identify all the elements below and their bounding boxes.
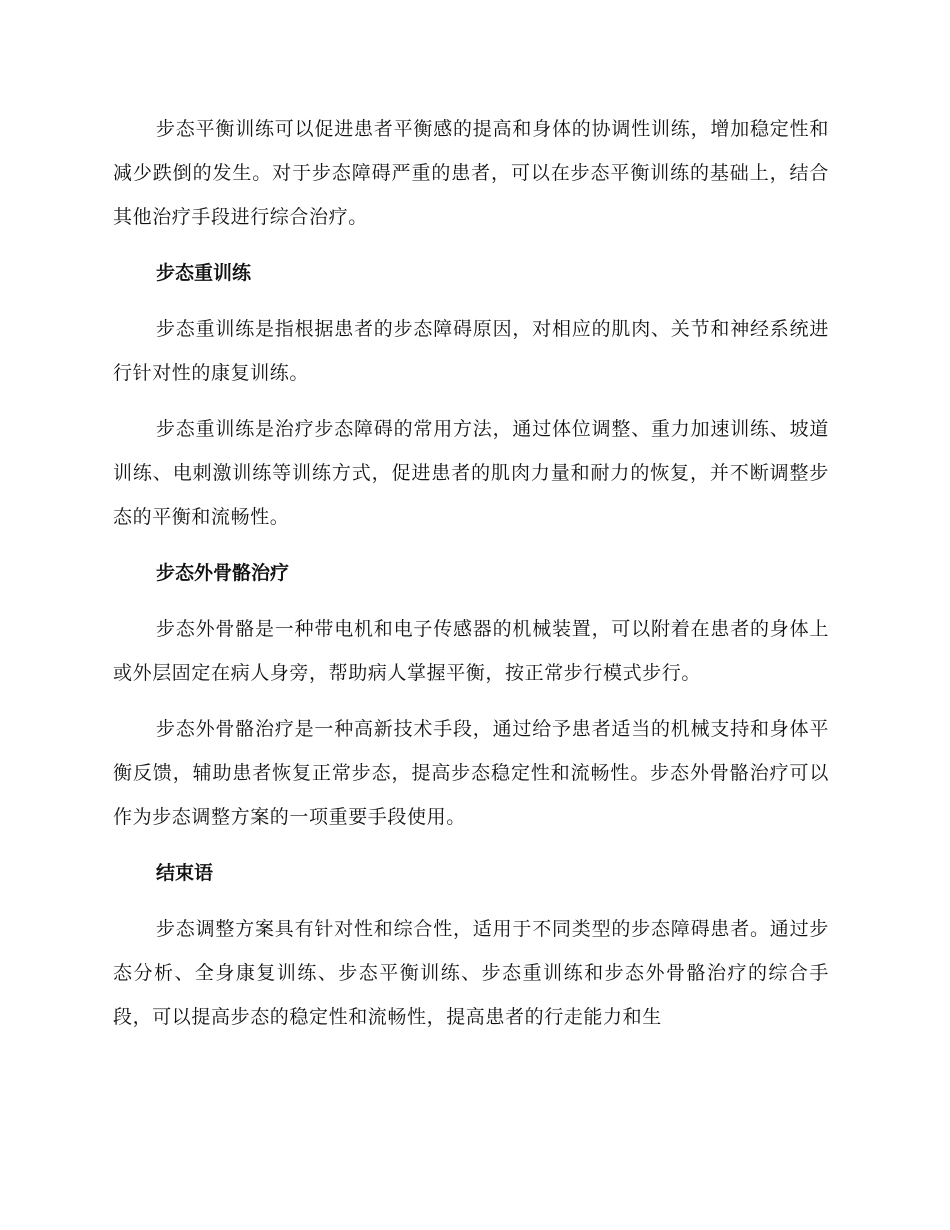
document-page bbox=[113, 107, 829, 1051]
paragraph-exoskeleton-therapy: 步态外骨骼治疗是一种高新技术手段，通过给予患者适当的机械支持和身体平衡反馈，辅助患者恢复正常步态，提高步态稳定性和流畅性。步态外骨骼治疗可以作为步态调整方案的一项重要手段使用。 bbox=[113, 718, 829, 828]
paragraph-balance-training: 步态平衡训练可以促进患者平衡感的提高和身体的协调性训练，增加稳定性和减少跌倒的发生。对于步态障碍严重的患者，可以在步态平衡训练的基础上，结合其他治疗手段进行综合治疗。 bbox=[113, 118, 829, 228]
heading-conclusion: 结束语 bbox=[156, 862, 214, 884]
paragraph-retraining-methods: 步态重训练是治疗步态障碍的常用方法，通过体位调整、重力加速训练、坡道训练、电刺激训练等训练方式，促进患者的肌肉力量和耐力的恢复，并不断调整步态的平衡和流畅性。 bbox=[113, 418, 829, 528]
paragraph-retraining-definition: 步态重训练是指根据患者的步态障碍原因，对相应的肌肉、关节和神经系统进行针对性的康复训练。 bbox=[113, 318, 829, 384]
heading-gait-retraining: 步态重训练 bbox=[156, 262, 252, 284]
paragraph-conclusion: 步态调整方案具有针对性和综合性，适用于不同类型的步态障碍患者。通过步态分析、全身康复训练、步态平衡训练、步态重训练和步态外骨骼治疗的综合手段，可以提高步态的稳定性和流畅性，提高患者的行走能力和生 bbox=[113, 918, 829, 1028]
heading-exoskeleton-therapy: 步态外骨骼治疗 bbox=[156, 562, 290, 584]
paragraph-exoskeleton-definition: 步态外骨骼是一种带电机和电子传感器的机械装置，可以附着在患者的身体上或外层固定在病人身旁，帮助病人掌握平衡，按正常步行模式步行。 bbox=[113, 618, 829, 684]
